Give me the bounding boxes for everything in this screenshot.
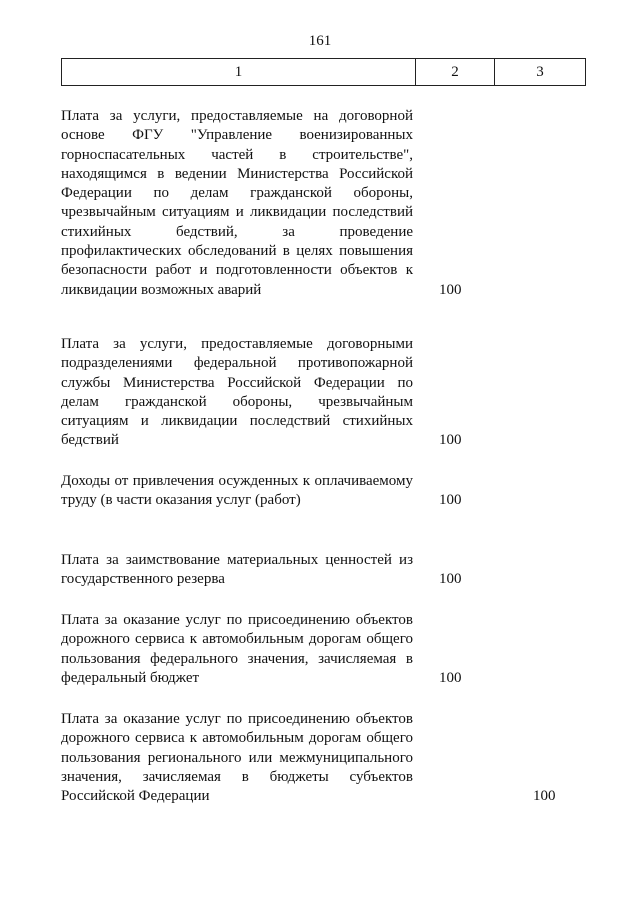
page-number: 161 <box>308 33 332 49</box>
table-row <box>61 611 586 688</box>
row-value-col3: 100 <box>533 788 556 805</box>
table-row <box>61 551 586 590</box>
header-col-3: 3 <box>536 63 544 80</box>
table-row <box>61 335 586 451</box>
table-row <box>61 710 586 806</box>
row-description: Доходы от привлечения осужденных к оплачиваемому труду (в части оказания услуг (работ) <box>61 473 413 509</box>
row-value-col2: 100 <box>439 492 462 509</box>
row-description: Плата за оказание услуг по присоединению объектов дорожного сервиса к автомобильным дорогам общего пользования регионального или межмуниципального значения, зачисляемая в бюджеты субъектов Российской Федерации <box>61 711 413 805</box>
table-header <box>61 58 586 86</box>
row-value-col2: 100 <box>439 281 462 298</box>
row-value-col2: 100 <box>439 669 462 686</box>
table-row <box>61 107 586 300</box>
header-col-1: 1 <box>62 59 416 85</box>
row-value-col2: 100 <box>439 432 462 449</box>
header-col-2: 2 <box>416 59 495 85</box>
row-description: Плата за услуги, предоставляемые на договорной основе ФГУ "Управление военизированных горноспасательных частей в строительстве", находящимся в ведении Министерства Российской Федерации по делам гражданской обороны, чрезвычайным ситуациям и ликвидации последствий стихийных бедствий, за проведение профилактических обследований в целях повышения безопасности работ и подготовленности объектов к ликвидации возможных аварий <box>61 108 413 298</box>
row-description: Плата за услуги, предоставляемые договорными подразделениями федеральной противопожарной службы Министерства Российской Федерации по делам гражданской обороны, чрезвычайным ситуациям и ликвидации последствий стихийных бедствий <box>61 336 413 449</box>
row-value-col2: 100 <box>439 571 462 588</box>
row-description: Плата за оказание услуг по присоединению объектов дорожного сервиса к автомобильным дорогам общего пользования федерального значения, зачисляемая в федеральный бюджет <box>61 612 413 686</box>
row-description: Плата за заимствование материальных ценностей из государственного резерва <box>61 552 413 588</box>
table-row <box>61 472 586 511</box>
